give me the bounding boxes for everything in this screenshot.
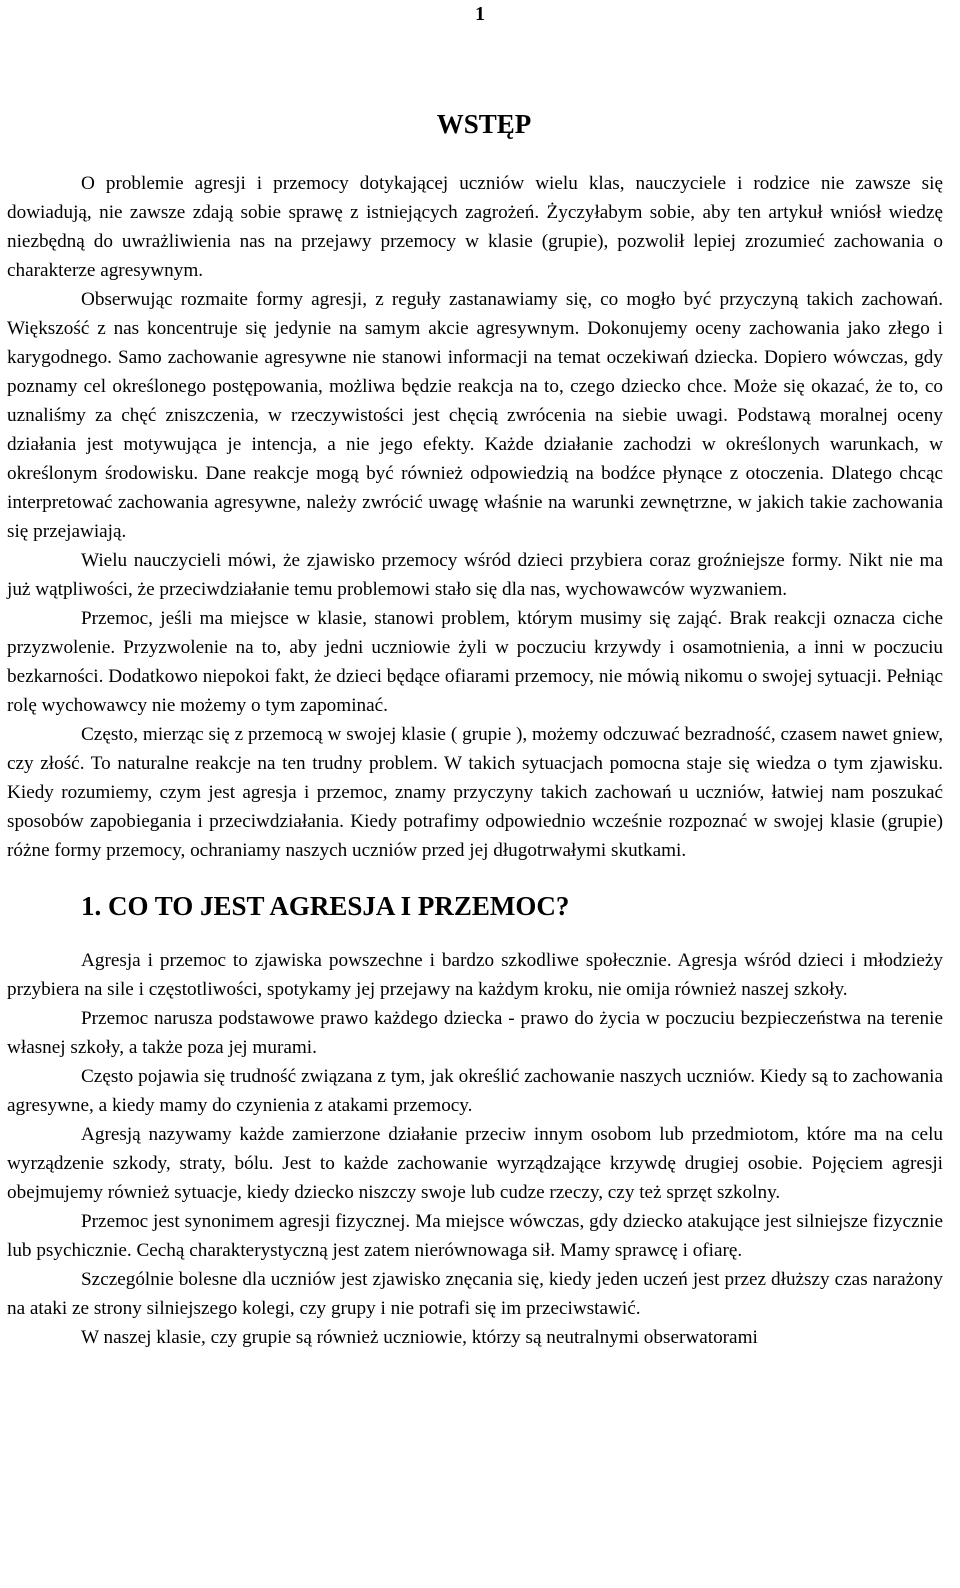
section-1-paragraph-3: Często pojawia się trudność związana z tym, jak określić zachowanie naszych uczniów. Kiedy są to zachowania agresywne, a kiedy mamy do czynienia z atakami przemocy. <box>7 1066 943 1116</box>
intro-paragraph-2: Obserwując rozmaite formy agresji, z reguły zastanawiamy się, co mogło być przyczyną takich zachowań. Większość z nas koncentruje się jedynie na samym akcie agresywnym. Dokonujemy oceny zachowania jako złego i karygodnego. Samo zachowanie agresywne nie stanowi informacji na temat oczekiwań dziecka. Dopiero wówczas, gdy poznamy cel określonego postępowania, możliwa będzie reakcja na to, czego dziecko chce. Może się okazać, że to, co uznaliśmy za chęć zniszczenia, w rzeczywistości jest chęcią zwrócenia na siebie uwagi. Podstawą moralnej oceny działania jest motywująca je intencja, a nie jego efekty. Każde działanie zachodzi w określonych warunkach, w określonym środowisku. Dane reakcje mogą być również odpowiedzią na bodźce płynące z otoczenia. Dlatego chcąc interpretować zachowania agresywne, należy zwrócić uwagę właśnie na warunki zewnętrzne, w jakich takie zachowania się przejawiają. <box>7 289 943 542</box>
section-1-paragraph-2: Przemoc narusza podstawowe prawo każdego dziecka - prawo do życia w poczuciu bezpieczeństwa na terenie własnej szkoły, a także poza jej murami. <box>7 1008 943 1058</box>
section-1-paragraph-6: Szczególnie bolesne dla uczniów jest zjawisko znęcania się, kiedy jeden uczeń jest przez dłuższy czas narażony na ataki ze strony silniejszego kolegi, czy grupy i nie potrafi się im przeciwstawić. <box>7 1269 943 1319</box>
document-body <box>7 104 943 1352</box>
intro-paragraph-3: Wielu nauczycieli mówi, że zjawisko przemocy wśród dzieci przybiera coraz groźniejsze formy. Nikt nie ma już wątpliwości, że przeciwdziałanie temu problemowi stało się dla nas, wychowawców wyzwaniem. <box>7 550 943 600</box>
intro-paragraph-5: Często, mierząc się z przemocą w swojej klasie ( grupie ), możemy odczuwać bezradność, czasem nawet gniew, czy złość. To naturalne reakcje na ten trudny problem. W takich sytuacjach pomocna staje się wiedza o tym zjawisku. Kiedy rozumiemy, czym jest agresja i przemoc, znamy przyczyny takich zachowań u uczniów, łatwiej nam poszukać sposobów zapobiegania i przeciwdziałania. Kiedy potrafimy odpowiednio wcześnie rozpoznać w swojej klasie (grupie) różne formy przemocy, ochraniamy naszych uczniów przed jej długotrwałymi skutkami. <box>7 724 943 861</box>
page-number: 1 <box>475 3 485 25</box>
section-1-heading: 1. CO TO JEST AGRESJA I PRZEMOC? <box>81 891 570 921</box>
section-1-paragraph-5: Przemoc jest synonimem agresji fizycznej. Ma miejsce wówczas, gdy dziecko atakujące jest silniejsze fizycznie lub psychicznie. Cechą charakterystyczną jest zatem nierównowaga sił. Mamy sprawcę i ofiarę. <box>7 1211 943 1261</box>
intro-paragraph-4: Przemoc, jeśli ma miejsce w klasie, stanowi problem, którym musimy się zająć. Brak reakcji oznacza ciche przyzwolenie. Przyzwolenie na to, aby jedni uczniowie żyli w poczuciu krzywdy i osamotnienia, a inni w poczuciu bezkarności. Dodatkowo niepokoi fakt, że dzieci będące ofiarami przemocy, nie mówią nikomu o swojej sytuacji. Pełniąc rolę wychowawcy nie możemy o tym zapominać. <box>7 608 943 716</box>
section-1-paragraph-1: Agresja i przemoc to zjawiska powszechne i bardzo szkodliwe społecznie. Agresja wśród dzieci i młodzieży przybiera na sile i częstotliwości, spotykamy jej przejawy na każdym kroku, nie omija również naszej szkoły. <box>7 950 943 1000</box>
section-1-paragraph-4: Agresją nazywamy każde zamierzone działanie przeciw innym osobom lub przedmiotom, które ma na celu wyrządzenie szkody, straty, bólu. Jest to każde zachowanie wyrządzające krzywdę drugiej osobie. Pojęciem agresji obejmujemy również sytuacje, kiedy dziecko niszczy swoje lub cudze rzeczy, czy też sprzęt szkolny. <box>7 1124 943 1203</box>
intro-heading: WSTĘP <box>436 109 532 139</box>
intro-paragraph-1: O problemie agresji i przemocy dotykającej uczniów wielu klas, nauczyciele i rodzice nie zawsze się dowiadują, nie zawsze zdają sobie sprawę z istniejących zagrożeń. Życzyłabym sobie, aby ten artykuł wniósł wiedzę niezbędną do uwrażliwienia nas na przejawy przemocy w klasie (grupie), pozwolił lepiej zrozumieć zachowania o charakterze agresywnym. <box>7 173 943 281</box>
section-1-paragraph-7: W naszej klasie, czy grupie są również uczniowie, którzy są neutralnymi obserwatorami <box>81 1327 758 1348</box>
